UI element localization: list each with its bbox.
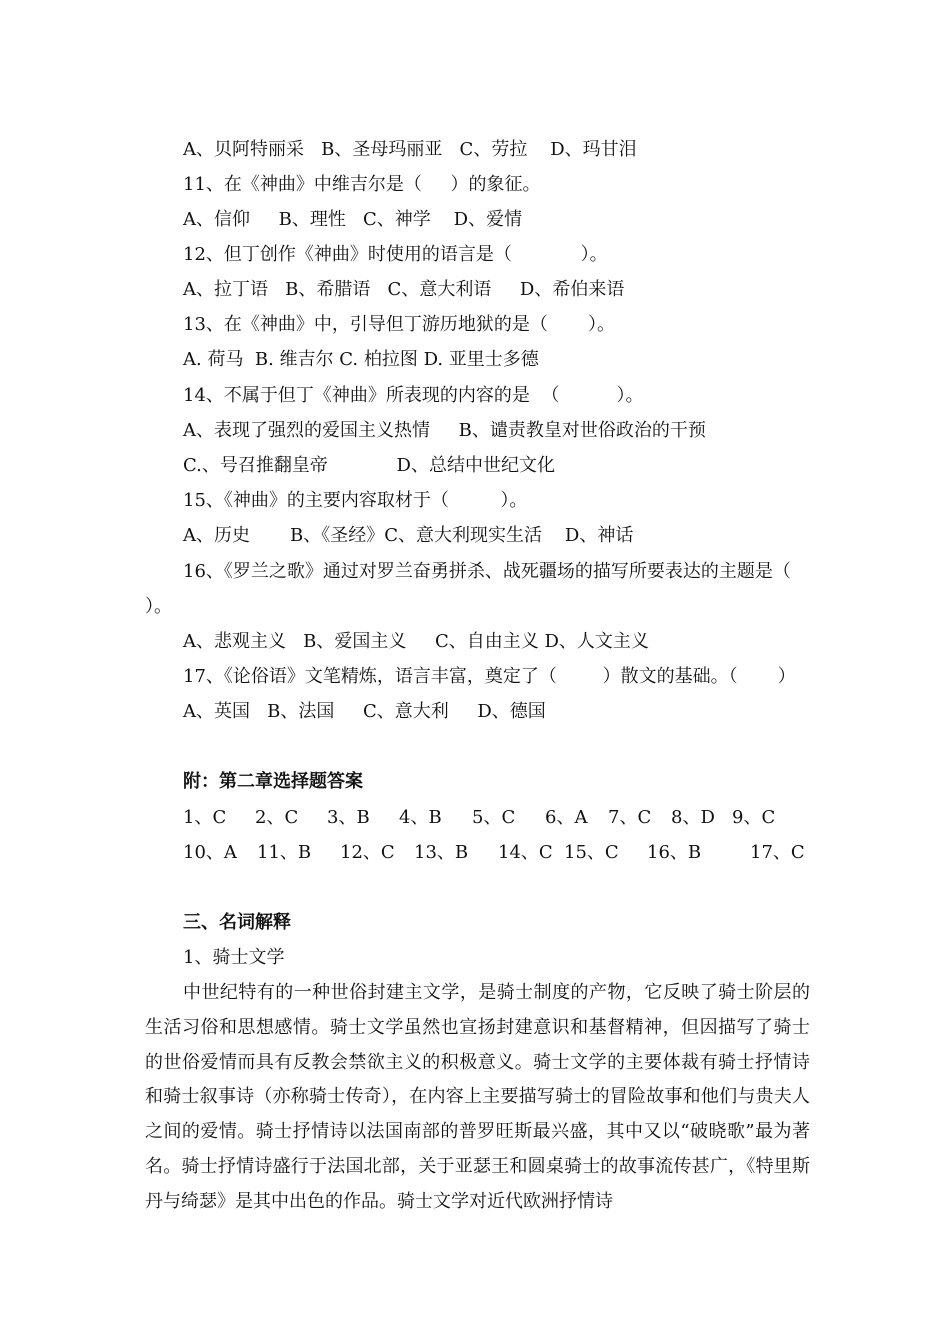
answer-item: 4、B [399,807,442,828]
q12-options: A、拉丁语 B、希腊语 C、意大利语 D、希伯来语 [183,279,625,300]
q14-options-row1: A、表现了强烈的爱国主义热情 B、谴责教皇对世俗政治的干预 [183,420,706,441]
q15-stem: 15、《神曲》的主要内容取材于（ ）。 [183,490,528,511]
q10-options: A、贝阿特丽采 B、圣母玛丽亚 C、劳拉 D、玛甘泪 [183,139,637,160]
answer-item: 9、C [732,807,776,828]
answer-item: 1、C [183,807,227,828]
answer-item: 7、C [608,807,652,828]
q16-stem-line2: ）。 [145,596,172,617]
answer-item: 16、B [647,842,702,863]
q14-options-row2: C.、号召推翻皇帝 D、总结中世纪文化 [183,455,555,476]
q13-stem: 13、在《神曲》中，引导但丁游历地狱的是（ ）。 [183,314,615,335]
answer-item: 17、C [750,842,805,863]
q17-options: A、英国 B、法国 C、意大利 D、德国 [183,701,546,722]
answer-item: 11、B [257,842,312,863]
answer-item: 14、C [498,842,553,863]
answer-item: 8、D [671,807,715,828]
answer-item: 13、B [414,842,469,863]
q11-options: A、信仰 B、理性 C、神学 D、爱情 [183,209,523,230]
q12-stem: 12、但丁创作《神曲》时使用的语言是（ ）。 [183,244,608,265]
glossary-section-title: 三、名词解释 [183,912,291,933]
glossary-term-definition: 中世纪特有的一种世俗封建主文学，是骑士制度的产物，它反映了骑士阶层的生活习俗和思想感情。骑士文学虽然也宣扬封建意识和基督精神，但因描写了骑士的世俗爱情而具有反教会禁欲主义的积极意义。骑士文学的主要体裁有骑士抒情诗和骑士叙事诗（亦称骑士传奇），在内容上主要描写骑士的冒险故事和他们与贵夫人之间的爱情。骑士抒情诗以法国南部的普罗旺斯最兴盛，其中又以“破晓歌”最为著名。骑士抒情诗盛行于法国北部，关于亚瑟王和圆桌骑士的故事流传甚广，《特里斯丹与绮瑟》是其中出色的作品。骑士文学对近代欧洲抒情诗 [145,982,810,1212]
q13-options: A. 荷马 B. 维吉尔 C. 柏拉图 D. 亚里士多德 [183,349,539,370]
q15-options: A、历史 B、《圣经》C、意大利现实生活 D、神话 [183,525,634,546]
q17-stem: 17、《论俗语》文笔精炼，语言丰富，奠定了（ ）散文的基础。（ ） [183,666,796,687]
q16-stem-line1: 16、《罗兰之歌》通过对罗兰奋勇拼杀、战死疆场的描写所要表达的主题是（ [183,561,791,582]
answer-item: 6、A [545,807,588,828]
answer-key-title: 附：第二章选择题答案 [183,771,363,792]
glossary-term-title: 1、骑士文学 [183,947,285,968]
answer-item: 3、B [327,807,370,828]
answer-item: 5、C [472,807,516,828]
answer-item: 10、A [183,842,237,863]
answer-item: 12、C [340,842,395,863]
q14-stem: 14、不属于但丁《神曲》所表现的内容的是 （ ）。 [183,385,644,406]
q11-stem: 11、在《神曲》中维吉尔是（ ）的象征。 [183,174,541,195]
answer-item: 15、C [564,842,619,863]
answer-item: 2、C [255,807,299,828]
q16-options: A、悲观主义 B、爱国主义 C、自由主义 D、人文主义 [183,631,649,652]
